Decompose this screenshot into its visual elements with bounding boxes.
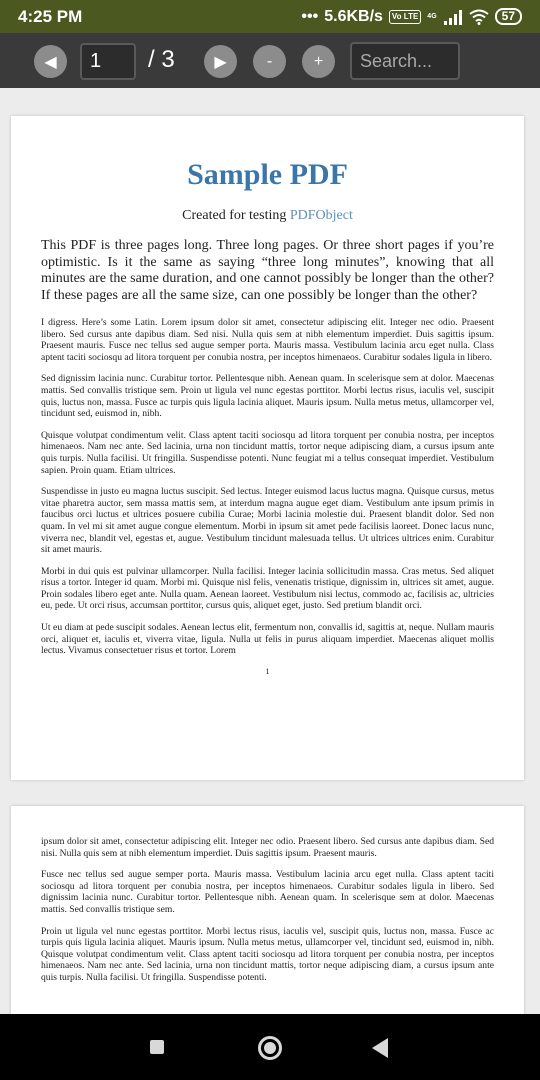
status-icons (301, 8, 522, 26)
dots-icon: ••• (301, 7, 319, 25)
zoom-in-button[interactable] (302, 45, 335, 78)
volte-badge: Vo LTE (389, 10, 421, 24)
signal-icon (443, 9, 463, 25)
page-number-input[interactable] (80, 43, 136, 80)
paragraph: Fusce nec tellus sed augue semper porta. Mauris massa. Vestibulum lacinia arcu eget nulla. Class aptent taciti sociosqu ad litora torquent per conubia nostra, per inceptos himenaeos. Curabitur sodales ligula in libero. Sed dignissim lacinia nunc. Curabitur tortor. Pellentesque nibh. Aenean quam. In scelerisque sem at dolor. Maecenas mattis. Sed convallis tristique sem. (41, 869, 494, 915)
status-bar (0, 0, 540, 33)
intro-paragraph: This PDF is three pages long. Three long pages. Or three short pages if you’re optimistic. Is it the same as saying “three long minutes”, knowing that all minutes are the same duration, and one cannot possibly be longer than the other? If these pages are all the same size, can one possibly be longer than the other? (41, 238, 494, 303)
page-number-footer: 1 (265, 666, 270, 676)
arrow-right-icon: ▶ (214, 53, 227, 71)
document-subtitle (41, 208, 494, 224)
paragraph: Quisque volutpat condimentum velit. Class aptent taciti sociosqu ad litora torquent per conubia nostra, per inceptos himenaeos. Nam nec ante. Sed lacinia, urna non tincidunt mattis, tortor neque adipiscing diam, a cursus ipsum ante quis turpis. Nulla facilisi. Ut fringilla. Suspendisse potenti. Nunc feugiat mi a tellus consequat imperdiet. Vestibulum sapien. Proin quam. Etiam ultrices. (41, 429, 494, 476)
status-time: 4:25 PM (18, 6, 83, 26)
paragraph: Sed dignissim lacinia nunc. Curabitur tortor. Pellentesque nibh. Aenean quam. In scelerisque sem at dolor. Maecenas mattis. Sed convallis tristique sem. Proin ut ligula vel nunc egestas porttitor. Morbi lectus risus, iaculis vel, suscipit quis, luctus non, massa. Fusce ac turpis quis ligula lacinia aliquet. Mauris ipsum. Nulla metus metus, ullamcorper vel, tincidunt sed, euismod in, nibh. (41, 373, 494, 420)
document-title: Sample PDF (187, 158, 348, 191)
system-nav-bar (0, 1014, 540, 1080)
pdf-toolbar (0, 33, 540, 88)
plus-icon: + (313, 52, 324, 70)
battery-level: 57 (495, 8, 522, 25)
subtitle-text: Created for testing (182, 208, 290, 223)
paragraph: Morbi in dui quis est pulvinar ullamcorper. Nulla facilisi. Integer lacinia sollicitudin massa. Cras metus. Sed aliquet risus a tortor. Integer id quam. Morbi mi. Quisque nisl felis, venenatis tristique, dignissim in, ultrices sit amet, augue. Proin sodales libero eget ante. Nulla quam. Aenean laoreet. Vestibulum nisi lectus, commodo ac, facilisis ac, ultricies eu, pede. Ut orci risus, accumsan porttitor, cursus quis, aliquet eget, justo. Sed pretium blandit orci. (41, 565, 494, 612)
zoom-out-button[interactable] (253, 45, 286, 78)
home-circle-icon[interactable] (258, 1036, 282, 1060)
pdfobject-link[interactable]: PDFObject (289, 208, 353, 223)
paragraph: ipsum dolor sit amet, consectetur adipiscing elit. Integer nec odio. Praesent libero. Sed cursus ante dapibus diam. Sed nisi. Nulla quis sem at nibh elementum imperdiet. Duis sagittis ipsum. Praesent mauris. (41, 836, 494, 859)
paragraph: Ut eu diam at pede suscipit sodales. Aenean lectus elit, fermentum non, convallis id, sagittis at, neque. Nullam mauris orci, aliquet et, iaculis et, viverra vitae, ligula. Nulla ut felis in purus aliquam imperdiet. Maecenas aliquet mollis lectus. Vivamus consectetuer risus et tortor. Lorem (41, 622, 494, 657)
recents-square-icon[interactable] (150, 1040, 164, 1054)
network-speed: 5.6KB/s (324, 7, 383, 25)
paragraph: I digress. Here’s some Latin. Lorem ipsum dolor sit amet, consectetur adipiscing elit. Integer nec odio. Praesent libero. Sed cursus ante dapibus diam. Sed nisi. Nulla quis sem at nibh elementum imperdiet. Duis sagittis ipsum. Praesent mauris. Fusce nec tellus sed augue semper porta. Mauris massa. Vestibulum lacinia arcu eget nulla. Class aptent taciti sociosqu ad litora torquent per conubia nostra, per inceptos himenaeos. Curabitur sodales ligula in libero. (41, 317, 494, 363)
pdf-page-1 (11, 116, 524, 780)
prev-page-button[interactable] (34, 45, 67, 78)
minus-icon: - (266, 52, 273, 70)
arrow-left-icon: ◀ (44, 53, 57, 71)
network-type: 4G (427, 13, 437, 20)
back-triangle-icon[interactable] (372, 1038, 388, 1058)
next-page-button[interactable] (204, 45, 237, 78)
paragraph: Suspendisse in justo eu magna luctus suscipit. Sed lectus. Integer euismod lacus luctus magna. Quisque cursus, metus vitae pharetra auctor, sem massa mattis sem, at interdum magna augue eget diam. Vestibulum ante ipsum primis in faucibus orci luctus et ultrices posuere cubilia Curae; Morbi lacinia molestie dui. Praesent blandit dolor. Sed non quam. In vel mi sit amet augue congue elementum. Morbi in ipsum sit amet pede facilisis laoreet. Donec lacus nunc, viverra nec, blandit vel, egestas et, augue. Vestibulum tincidunt malesuada tellus. Ut ultrices ultrices enim. Curabitur sit amet mauris. (41, 486, 494, 556)
search-input[interactable] (350, 42, 460, 80)
paragraph: Proin ut ligula vel nunc egestas porttitor. Morbi lectus risus, iaculis vel, suscipit quis, luctus non, massa. Fusce ac turpis quis ligula lacinia aliquet. Mauris ipsum. Nulla metus metus, ullamcorper vel, tincidunt sed, euismod in, nibh. Quisque volutpat condimentum velit. Class aptent taciti sociosqu ad litora torquent per conubia nostra, per inceptos himenaeos. Nam nec ante. Sed lacinia, urna non tincidunt mattis, tortor neque adipiscing diam, a cursus ipsum ante quis turpis. Nulla facilisi. Ut fringilla. Suspendisse potenti. (41, 925, 494, 983)
pdf-page-2 (11, 806, 524, 1026)
wifi-icon (469, 9, 489, 25)
page-total: / 3 (148, 46, 175, 73)
